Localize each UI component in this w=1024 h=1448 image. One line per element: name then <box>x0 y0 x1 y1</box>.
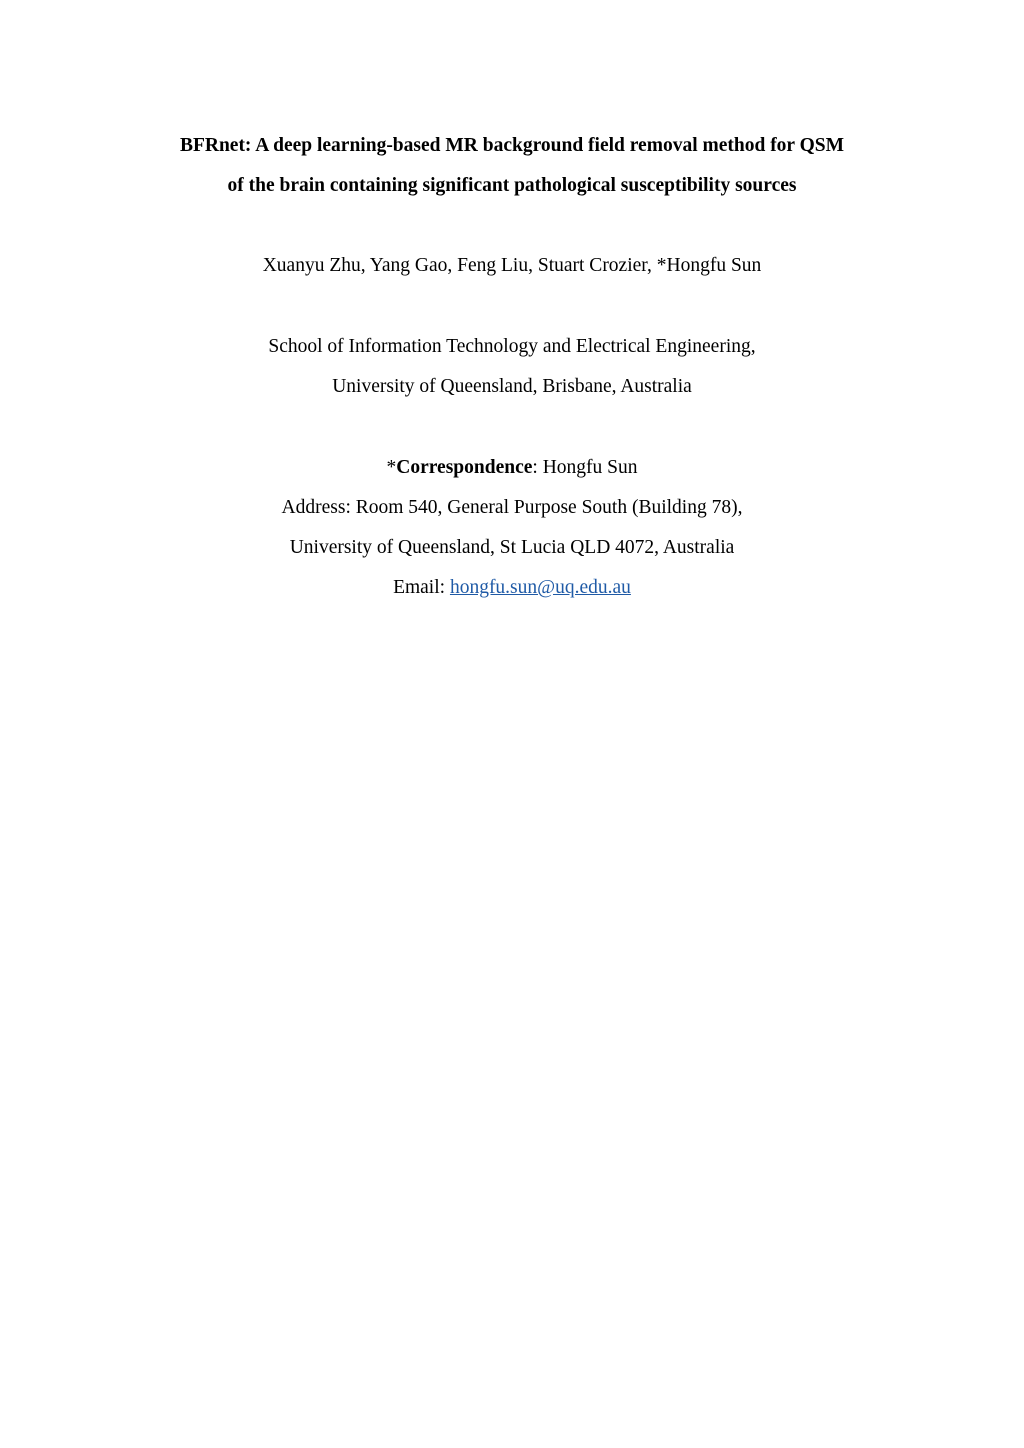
affiliation-line-2: University of Queensland, Brisbane, Australia <box>332 376 692 397</box>
email-label: Email: <box>393 577 450 598</box>
author-list: Xuanyu Zhu, Yang Gao, Feng Liu, Stuart Crozier, *Hongfu Sun <box>262 255 762 276</box>
correspondence-line <box>0 456 1024 480</box>
address-line-1: Address: Room 540, General Purpose South (Building 78), <box>281 497 743 518</box>
address-line-2: University of Queensland, St Lucia QLD 4072, Australia <box>289 537 735 558</box>
correspondence-name: Hongfu Sun <box>542 457 638 478</box>
affiliation-line-1: School of Information Technology and Electrical Engineering, <box>268 336 756 357</box>
paper-title-line-1: BFRnet: A deep learning-based MR background field removal method for QSM <box>179 135 845 156</box>
correspondence-asterisk: * <box>386 457 397 478</box>
correspondence-separator: : <box>532 457 543 478</box>
email-link[interactable]: hongfu.sun@uq.edu.au <box>449 577 631 598</box>
correspondence-label: Correspondence <box>396 457 533 478</box>
email-line <box>0 576 1024 600</box>
paper-title-line-2: of the brain containing significant pathological susceptibility sources <box>227 175 797 196</box>
